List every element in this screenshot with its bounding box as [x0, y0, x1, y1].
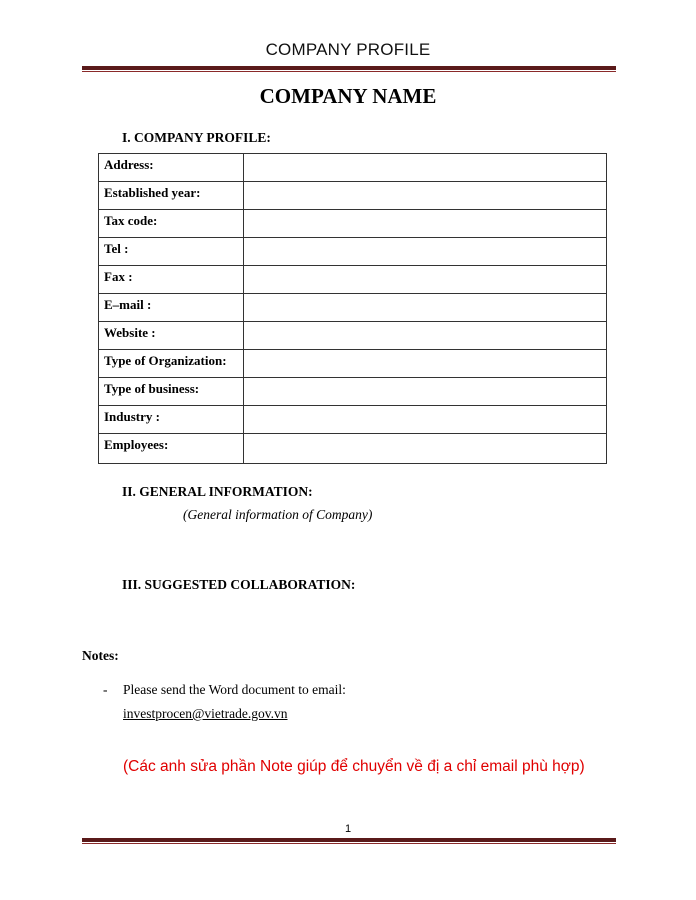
table-row [99, 154, 607, 182]
company-profile-table [98, 153, 607, 464]
address-value-cell[interactable] [244, 154, 607, 182]
tel-label: Tel : [99, 238, 244, 266]
website-value-cell[interactable] [244, 322, 607, 350]
notes-instruction: Please send the Word document to email: [123, 682, 346, 697]
business-type-label: Type of business: [99, 378, 244, 406]
editor-remark: (Các anh sửa phần Note giúp để chuyển về đị a chỉ email phù hợp) [123, 758, 585, 775]
table-row [99, 434, 607, 464]
tax-code-label: Tax code: [99, 210, 244, 238]
table-row [99, 294, 607, 322]
section-company-profile-title: I. COMPANY PROFILE: [122, 130, 271, 145]
section-general-information-title: II. GENERAL INFORMATION: [122, 484, 313, 499]
table-row [99, 322, 607, 350]
website-label: Website : [99, 322, 244, 350]
notes-title: Notes: [82, 648, 119, 663]
fax-label: Fax : [99, 266, 244, 294]
organization-type-value-cell[interactable] [244, 350, 607, 378]
table-row [99, 210, 607, 238]
employees-value-cell[interactable] [244, 434, 607, 464]
company-name-title: COMPANY NAME [259, 84, 437, 108]
address-label: Address: [99, 154, 244, 182]
employees-label: Employees: [99, 434, 244, 464]
email-label: E–mail : [99, 294, 244, 322]
footer-rule [82, 838, 616, 844]
page-number: 1 [344, 823, 352, 835]
tax-code-value-cell[interactable] [244, 210, 607, 238]
table-row [99, 238, 607, 266]
page-header-title: COMPANY PROFILE [265, 40, 431, 59]
email-value-cell[interactable] [244, 294, 607, 322]
established-year-value-cell[interactable] [244, 182, 607, 210]
bullet-marker: - [103, 682, 108, 697]
table-row [99, 378, 607, 406]
table-row [99, 406, 607, 434]
fax-value-cell[interactable] [244, 266, 607, 294]
table-row [99, 182, 607, 210]
header-rule [82, 66, 616, 72]
general-information-placeholder: (General information of Company) [183, 507, 373, 522]
business-type-value-cell[interactable] [244, 378, 607, 406]
organization-type-label: Type of Organization: [99, 350, 244, 378]
table-row [99, 266, 607, 294]
industry-label: Industry : [99, 406, 244, 434]
tel-value-cell[interactable] [244, 238, 607, 266]
contact-email-link[interactable]: investprocen@vietrade.gov.vn [123, 706, 288, 721]
industry-value-cell[interactable] [244, 406, 607, 434]
section-suggested-collaboration-title: III. SUGGESTED COLLABORATION: [122, 577, 356, 592]
established-year-label: Established year: [99, 182, 244, 210]
table-row [99, 350, 607, 378]
